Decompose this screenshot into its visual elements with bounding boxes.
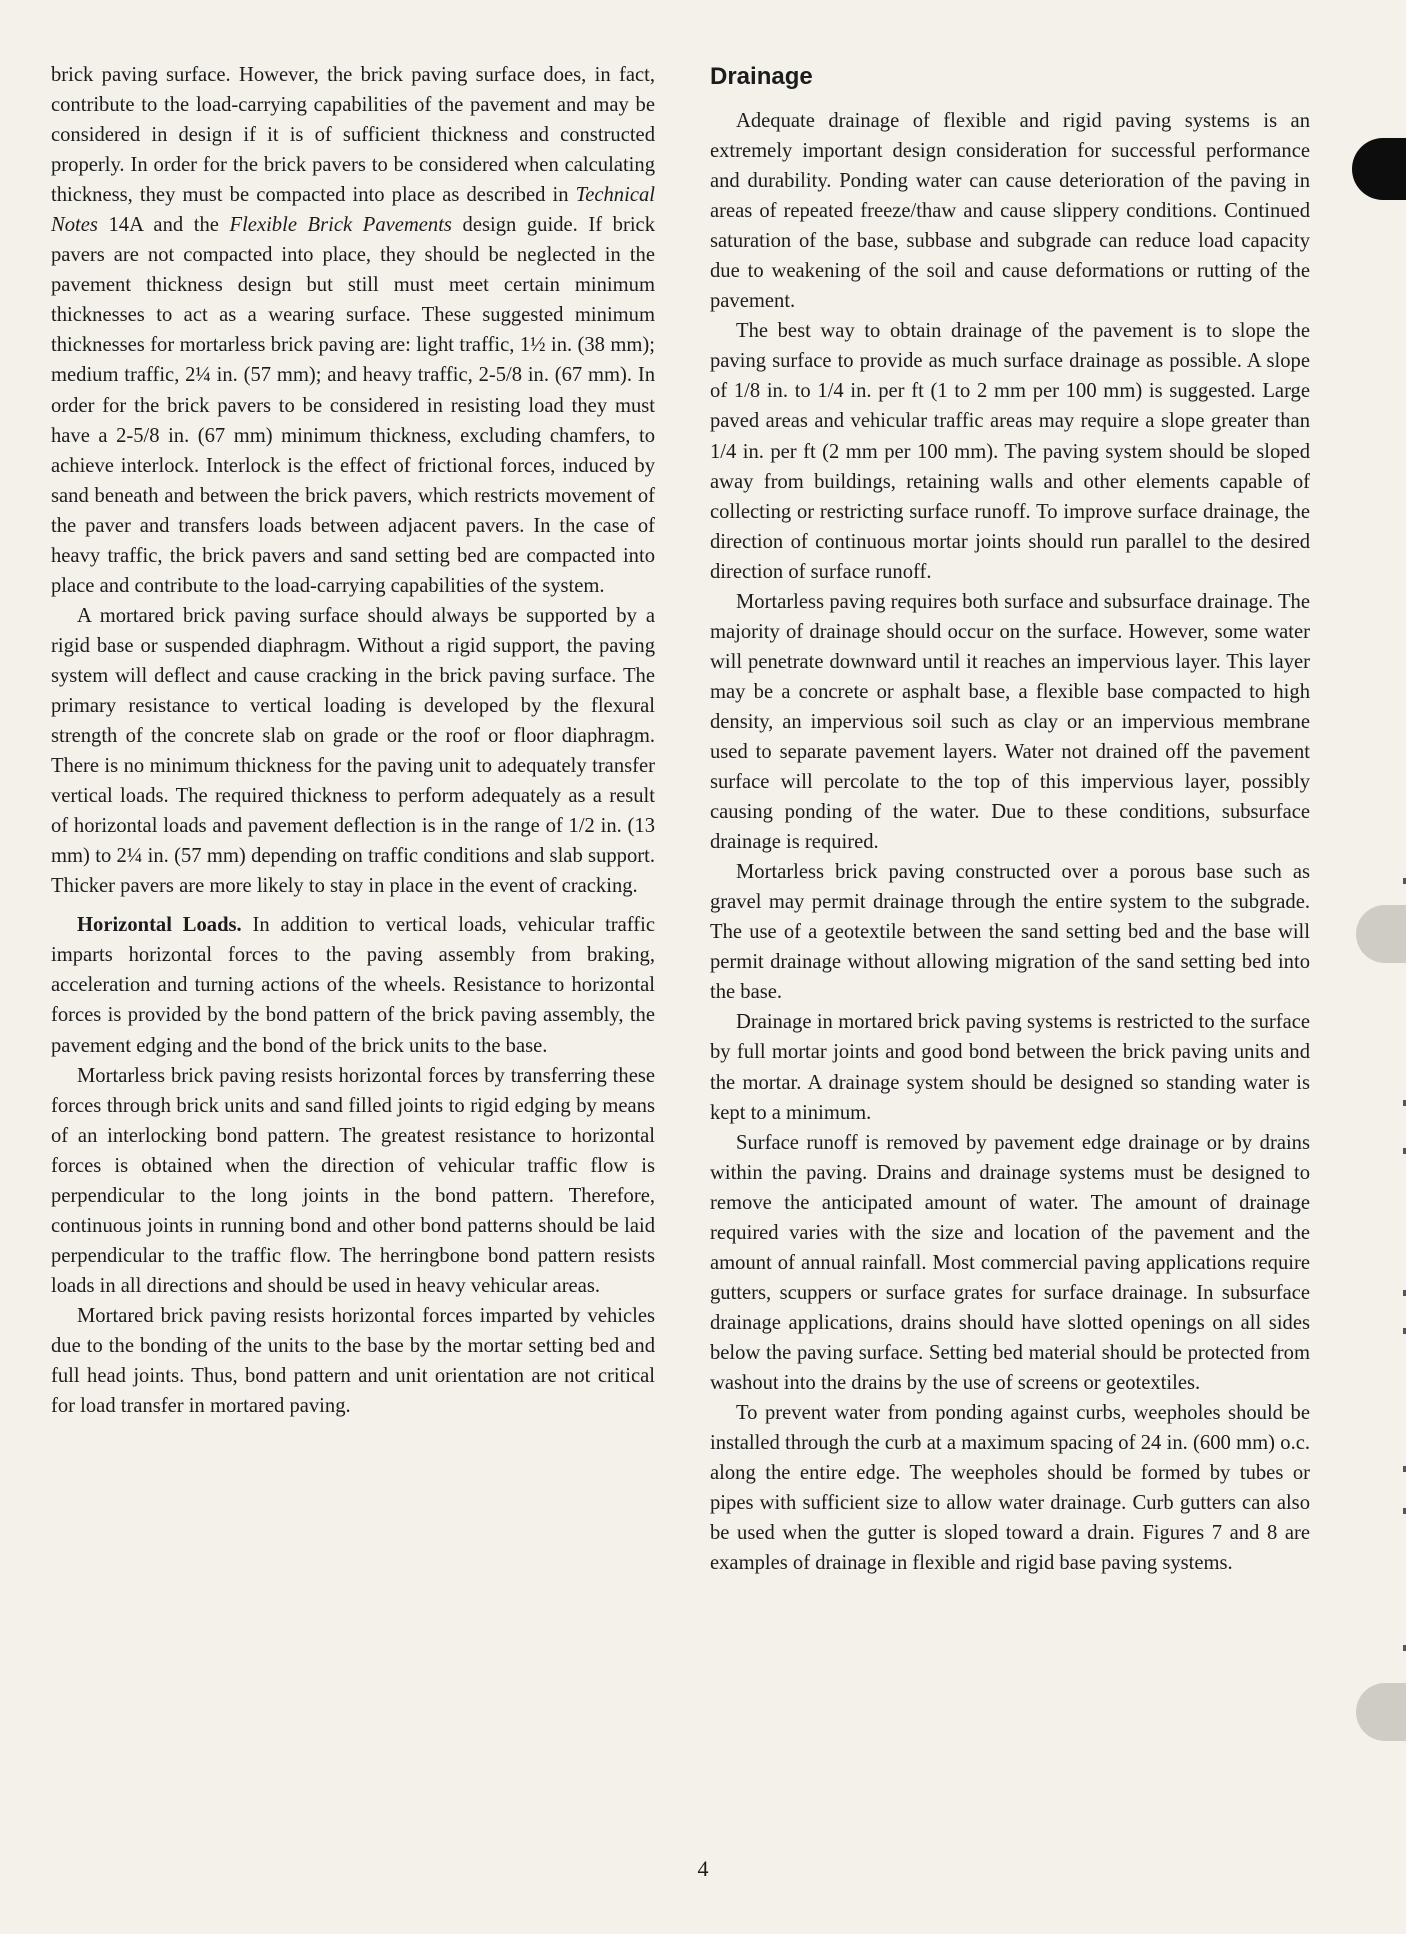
paragraph: To prevent water from ponding against curbs, weepholes should be installed through the curb at a maximum spacing of 24 in. (600 mm) o.c. along the entire edge. The weepholes should be formed by tubes or pipes with sufficient size to allow water drainage. Curb gutters can also be used when the gutter is sloped toward a drain. Figures 7 and 8 are examples of drainage in flexible and rigid base paving systems. [710, 1402, 1310, 1575]
binder-hole [1352, 138, 1406, 200]
paragraph: Drainage in mortared brick paving systems is restricted to the surface by full mortar joints and good bond between the brick paving units and the mortar. A drainage system should be designed so standing water is kept to a minimum. [710, 1011, 1310, 1124]
paragraph: Surface runoff is removed by pavement edge drainage or by drains within the paving. Drains and drainage systems must be designed to remove the anticipated amount of water. The amount of drainage required varies with the size and location of the pavement and the amount of annual rainfall. Most commercial paving applications require gutters, scuppers or surface grates for surface drainage. In subsurface drainage applications, drains should have slotted openings on all sides below the paving surface. Setting bed material should be protected from washout into the drains by the use of screens or geotextiles. [710, 1131, 1310, 1394]
edge-mark [1356, 905, 1406, 963]
paragraph: A mortared brick paving surface should always be supported by a rigid base or suspended diaphragm. Without a rigid support, the paving system will deflect and cause cracking in the brick paving surface. The primary resistance to vertical loading is developed by the flexural strength of the concrete slab on grade or the roof or floor diaphragm. There is no minimum thickness for the paving unit to adequately transfer vertical loads. The required thickness to perform adequately as a result of horizontal loads and pavement deflection is in the range of 1/2 in. (13 mm) to 2¼ in. (57 mm) depending on traffic conditions and slab support. Thicker pavers are more likely to stay in place in the event of cracking. [51, 604, 655, 898]
right-column [710, 62, 1310, 1578]
page-number: 4 [697, 1856, 709, 1881]
paragraph-horizontal-loads: Horizontal Loads. In addition to vertical loads, vehicular traffic imparts horizontal forces to the paving assembly from braking, acceleration and turning actions of the wheels. Resistance to horizontal forces is provided by the bond pattern of the brick paving assembly, the pavement edging and the bond of the brick units to the base. [51, 914, 655, 1057]
paragraph: brick paving surface. However, the brick paving surface does, in fact, contribute to the load-carrying capabilities of the pavement and may be considered in design if it is of sufficient thickness and constructed properly. In order for the brick pavers to be considered when calculating thickness, they must be compacted into place as described in Technical Notes 14A and the Flexible Brick Pavements design guide. If brick pavers are not compacted into place, they should be neglected in the pavement thickness design but still must meet certain minimum thicknesses to act as a wearing surface. These suggested minimum thicknesses for mortarless brick paving are: light traffic, 1½ in. (38 mm); medium traffic, 2¼ in. (57 mm); and heavy traffic, 2-5/8 in. (67 mm). In order for the brick pavers to be considered in resisting load they must have a 2-5/8 in. (67 mm) minimum thickness, excluding chamfers, to achieve interlock. Interlock is the effect of frictional forces, induced by sand beneath and between the brick pavers, which restricts movement of the paver and transfers loads between adjacent pavers. In the case of heavy traffic, the brick pavers and sand setting bed are compacted into place and contribute to the load-carrying capabilities of the system. [51, 64, 655, 597]
paragraph: The best way to obtain drainage of the pavement is to slope the paving surface to provide as much surface drainage as possible. A slope of 1/8 in. to 1/4 in. per ft (1 to 2 mm per 100 mm) is suggested. Large paved areas and vehicular traffic areas may require a slope greater than 1/4 in. per ft (2 mm per 100 mm). The paving system should be sloped away from buildings, retaining walls and other elements capable of collecting or restricting surface runoff. To improve surface drainage, the direction of continuous mortar joints should run parallel to the desired direction of surface runoff. [710, 320, 1310, 583]
left-column [51, 60, 655, 1421]
run-in-heading: Horizontal Loads. [77, 914, 242, 937]
paragraph: Mortarless brick paving resists horizontal forces by transferring these forces through brick units and sand filled joints to rigid edging by means of an interlocking bond pattern. The greatest resistance to horizontal forces is obtained when the direction of vehicular traffic flow is perpendicular to the long joints in the bond pattern. Therefore, continuous joints in running bond and other bond patterns should be laid perpendicular to the traffic flow. The herringbone bond pattern resists loads in all directions and should be used in heavy vehicular areas. [51, 1064, 655, 1297]
edge-mark [1356, 1683, 1406, 1741]
paragraph: Mortarless paving requires both surface and subsurface drainage. The majority of drainage should occur on the surface. However, some water will penetrate downward until it reaches an impervious layer. This layer may be a concrete or asphalt base, a flexible base compacted to high density, an impervious soil such as clay or an impervious membrane used to separate pavement layers. Water not drained off the pavement surface will percolate to the top of this impervious layer, possibly causing ponding of the water. Due to these conditions, subsurface drainage is required. [710, 590, 1310, 854]
paragraph: Mortarless brick paving constructed over a porous base such as gravel may permit drainage through the entire system to the subgrade. The use of a geotextile between the sand setting bed and the base will permit drainage without allowing migration of the sand setting bed into the base. [710, 861, 1310, 1004]
section-heading: Drainage [710, 63, 813, 90]
paragraph: Adequate drainage of flexible and rigid paving systems is an extremely important design consideration for successful performance and durability. Ponding water can cause deterioration of the paving in areas of repeated freeze/thaw and cause slippery conditions. Continued saturation of the base, subbase and subgrade can reduce load capacity due to weakening of the soil and cause deformations or rutting of the pavement. [710, 110, 1310, 313]
paragraph: Mortared brick paving resists horizontal forces imparted by vehicles due to the bonding of the units to the base by the mortar setting bed and full head joints. Thus, bond pattern and unit orientation are not critical for load transfer in mortared paving. [51, 1304, 655, 1418]
